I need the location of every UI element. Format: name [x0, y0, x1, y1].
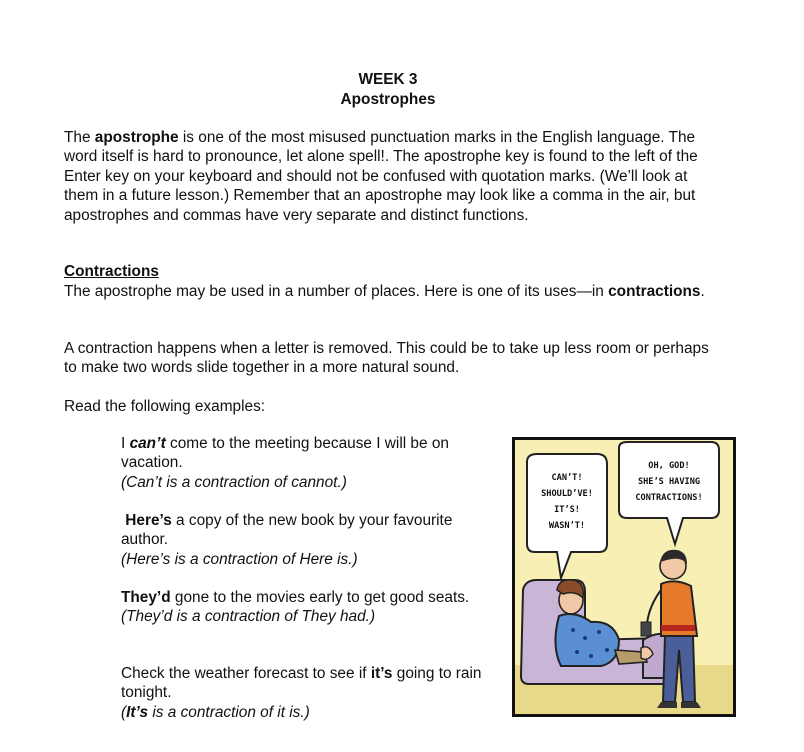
intro-paragraph: The apostrophe is one of the most misused punctuation marks in the English language. The word itself is hard to pronounce, let alone spell!. The apostrophe key is found to the left of the Enter key on your keyboard and should not be confused with quotation marks. (We’ll look at them in a future lesson.) Remember that an apostrophe may look like a comma in the air, but apostrophes and commas have very separate and distinct functions.: [64, 129, 698, 224]
cartoon-text: IT’S!: [554, 505, 580, 515]
topic-heading: Apostrophes: [340, 91, 436, 108]
cartoon-text: WASN’T!: [548, 521, 586, 531]
cartoon-text: SHE’S HAVING: [637, 477, 701, 487]
apostrophe-term: apostrophe: [94, 129, 179, 146]
example-item: Check the weather forecast to see if it’s going to rain tonight. (It’s is a contraction of it is.): [121, 665, 482, 721]
week-heading: WEEK 3: [358, 71, 418, 88]
contractions-cartoon: [512, 437, 736, 717]
cartoon-text: OH, GOD!: [648, 461, 690, 471]
contractions-paragraph-2: A contraction happens when a letter is removed. This could be to take up less room or perhaps to make two words slide together in a more natural sound.: [64, 340, 709, 377]
cartoon-text: CONTRACTIONS!: [635, 493, 703, 503]
cartoon-text: CAN’T!: [551, 473, 583, 483]
contractions-section-title: Contractions: [64, 263, 159, 280]
contractions-paragraph-3: Read the following examples:: [64, 398, 266, 415]
contractions-paragraph-1: The apostrophe may be used in a number of places. Here is one of its uses—in contractions.: [64, 283, 705, 300]
example-item: They’d gone to the movies early to get good seats. (They’d is a contraction of They had.): [121, 589, 470, 626]
cartoon-illustration: [515, 440, 733, 714]
example-item: I can’t come to the meeting because I will be on vacation. (Can’t is a contraction of cannot.): [121, 435, 449, 491]
cartoon-text: SHOULD’VE!: [541, 489, 593, 499]
example-item: Here’s a copy of the new book by your favourite author. (Here’s is a contraction of Here is.): [121, 512, 453, 568]
